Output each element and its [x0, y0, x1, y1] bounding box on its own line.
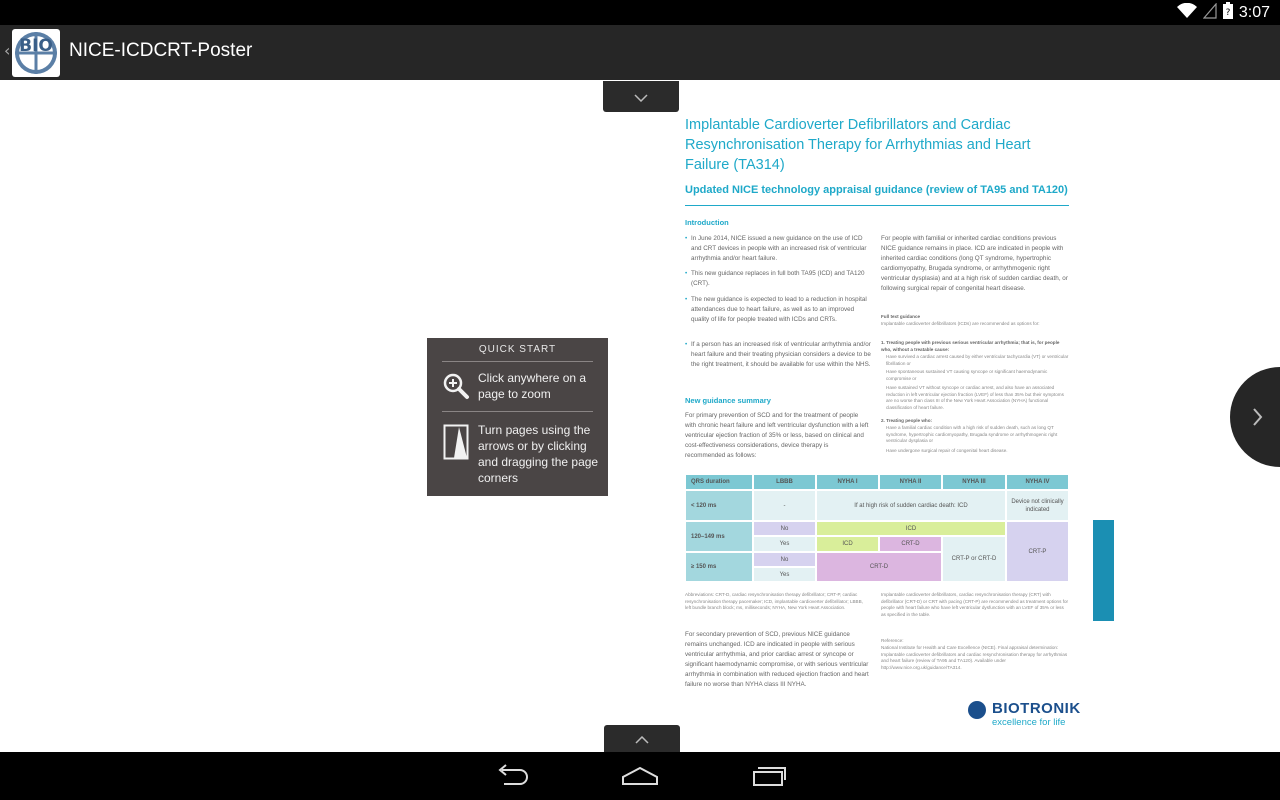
table-row-label: < 120 ms [685, 490, 753, 521]
zoom-in-icon [442, 372, 470, 405]
brand-tagline: excellence for life [992, 717, 1066, 728]
app-title: NICE-ICDCRT-Poster [69, 40, 253, 61]
table-header-cell: NYHA I [816, 474, 879, 490]
table-cell: Yes [753, 567, 816, 582]
status-bar [0, 0, 1280, 25]
intro-bullet: • If a person has an increased risk of ventricular arrhythmia and/or heart failure and their treating physician considers a device to be the right treatment, it should be available for use within the NHS. [685, 340, 874, 370]
full-text-point-1: 1. Treating people with previous serious ventricular arrhythmia; that is, for people who, without a treatable cause: [881, 340, 1060, 352]
table-cell: ICD [816, 536, 879, 552]
table-cell: ICD [816, 521, 1006, 536]
table-header-cell: NYHA II [879, 474, 942, 490]
chevron-up-icon [635, 729, 649, 748]
recommendation-table [685, 474, 1069, 582]
table-header-cell: NYHA III [942, 474, 1006, 490]
table-header-cell: QRS duration [685, 474, 753, 490]
divider [685, 205, 1069, 206]
section-heading-new-guidance: New guidance summary [685, 396, 771, 405]
full-text-heading [881, 314, 1069, 321]
reference-heading: Reference: [881, 638, 904, 643]
wifi-icon [1177, 3, 1197, 23]
full-text-item: Have sustained VT without syncope or cardiac arrest, and also have an associated reduction in left ventricular ejection fraction (LVEF) of less than 35% but their symptoms are no worse than class III of the New York Heart Association (NYHA) functional classification of heart failure. [886, 385, 1064, 410]
section-heading-introduction: Introduction [685, 218, 729, 227]
home-icon[interactable] [621, 764, 659, 792]
bottom-panel-toggle[interactable] [604, 725, 680, 752]
back-icon[interactable] [494, 764, 530, 792]
full-text-item: Have spontaneous sustained VT causing syncope or significant haemodynamic compromise or [886, 369, 1048, 381]
intro-bullet: • In June 2014, NICE issued a new guidance on the use of ICD and CRT devices in people with an increased risk of ventricular arrhythmia and/or heart failure. [685, 234, 874, 264]
page-curl-icon [443, 424, 469, 465]
action-bar [0, 25, 1280, 80]
divider [442, 361, 593, 362]
back-chevron-icon[interactable]: ‹ [4, 41, 11, 60]
clock: 3:07 [1238, 3, 1270, 21]
intro-bullet: • This new guidance replaces in full both TA95 (ICD) and TA120 (CRT). [685, 269, 874, 289]
top-panel-toggle[interactable] [603, 81, 679, 112]
app-logo-text: BIO [19, 36, 53, 56]
table-cell: CRT-P or CRT-D [942, 536, 1006, 582]
table-cell: No [753, 552, 816, 567]
full-text-intro: Implantable cardioverter defibrillators (ICDs) are recommended as options for: [881, 321, 1040, 326]
chevron-down-icon [634, 87, 648, 106]
table-cell: Yes [753, 536, 816, 552]
new-guidance-paragraph: For primary prevention of SCD and for the treatment of people with chronic heart failure and left ventricular dysfunction with a left ventricular ejection fraction of 35% or less, based on clinical and cost-effectiveness considerations, device therapy is recommended as follows: [685, 412, 869, 459]
app-logo[interactable] [12, 29, 60, 77]
abbreviations-note: Abbreviations: CRT-D, cardiac resynchronisation therapy defibrillator; CRT-P, cardiac resynchronisation therapy pacemaker; ICD, implantable cardioverter defibrillator; LBBB, left bundle branch block; ms, milliseconds; NYHA, New York Heart Association. [685, 592, 863, 610]
full-text-point-2: 2. Treating people who: [881, 418, 933, 423]
full-text-item: Have survived a cardiac arrest caused by either ventricular tachycardia (VT) or ventricular fibrillation or [886, 354, 1069, 366]
table-row-label: ≥ 150 ms [685, 552, 753, 582]
table-cell: CRT-D [879, 536, 942, 552]
biotronik-logo-icon [968, 701, 986, 719]
battery-icon [1223, 2, 1233, 23]
quick-start-zoom-text: Click anywhere on a page to zoom [478, 371, 587, 401]
recommendation-note: Implantable cardioverter defibrillators, cardiac resynchronisation therapy (CRT) with defibrillator (CRT-D) or CRT with pacing (CRT-P) are recommended as treatment options for people with heart failure who have left ventricular dysfunction with an LVEF of 35% or less as specified in the table. [881, 592, 1069, 617]
table-cell: No [753, 521, 816, 536]
table-cell: Device not clinically indicated [1006, 490, 1069, 521]
table-cell: - [753, 490, 816, 521]
doc-title: Implantable Cardioverter Defibrillators and Cardiac Resynchronisation Therapy for Arrhythmias and Heart Failure (TA314) [685, 117, 1031, 173]
status-icons [1177, 2, 1270, 23]
full-text-heading-label: Full text guidance [881, 314, 921, 319]
quick-start-tooltip[interactable] [427, 338, 608, 496]
table-cell: CRT-P [1006, 521, 1069, 582]
full-text-item: Have undergone surgical repair of congenital heart disease. [886, 448, 1008, 453]
svg-text:?: ? [1225, 8, 1231, 18]
reference-text: National Institute for Health and Care Excellence (NICE). Final appraisal determination: Implantable cardioverter defibrillators and cardiac resynchronisation therapy for arrhythmias and heart failure (review of TA95 and TA120). Available under http://www.nice.org.uk/guidance/TA314. [881, 645, 1068, 670]
quick-start-title: QUICK START [478, 344, 557, 355]
divider [442, 411, 593, 412]
full-text-item: Have a familial cardiac condition with a high risk of sudden death, such as long QT syndrome, hypertrophic cardiomyopathy, Brugada syndrome or arrhythmogenic right ventricular dysplasia or [886, 425, 1058, 443]
table-cell: If at high risk of sudden cardiac death: ICD [816, 490, 1006, 521]
recent-apps-icon[interactable] [751, 764, 787, 792]
navigation-bar [0, 752, 1280, 800]
page-edge-bar [1093, 520, 1114, 621]
table-header-cell: NYHA IV [1006, 474, 1069, 490]
table-row-label: 120–149 ms [685, 521, 753, 552]
signal-icon [1203, 3, 1217, 23]
familial-paragraph: For people with familial or inherited cardiac conditions previous NICE guidance remains in place. ICD are indicated in people with inherited cardiac conditions (long QT syndrome, hypertrophic cardiomyopathy, Brugada syndrome, or arrhythmogenic right ventricular dysplasia) and at a high risk of sudden cardiac death, or following surgical repair of congenital heart disease. [881, 235, 1068, 292]
table-header-cell: LBBB [753, 474, 816, 490]
brand-name: BIOTRONIK [992, 700, 1081, 717]
doc-subtitle: Updated NICE technology appraisal guidance (review of TA95 and TA120) [685, 184, 1068, 196]
secondary-prevention-paragraph: For secondary prevention of SCD, previous NICE guidance remains unchanged. ICD are indicated in people with serious ventricular arrhythmia, and prior cardiac arrest or syncope or significant haemodynamic compromise, or with serious ventricular arrhythmia in combination with reduced ejection fraction and heart failure no worse than NYHA class III NYHA. [685, 631, 869, 688]
intro-bullet: • The new guidance is expected to lead to a reduction in hospital attendances due to heart failure, as well as to an improved quality of life for people treated with ICDs and CRTs. [685, 295, 874, 325]
viewer-canvas[interactable] [0, 80, 1280, 752]
quick-start-turn-text: Turn pages using the arrows or by clicking and dragging the page corners [478, 423, 599, 485]
table-cell: CRT-D [816, 552, 942, 582]
